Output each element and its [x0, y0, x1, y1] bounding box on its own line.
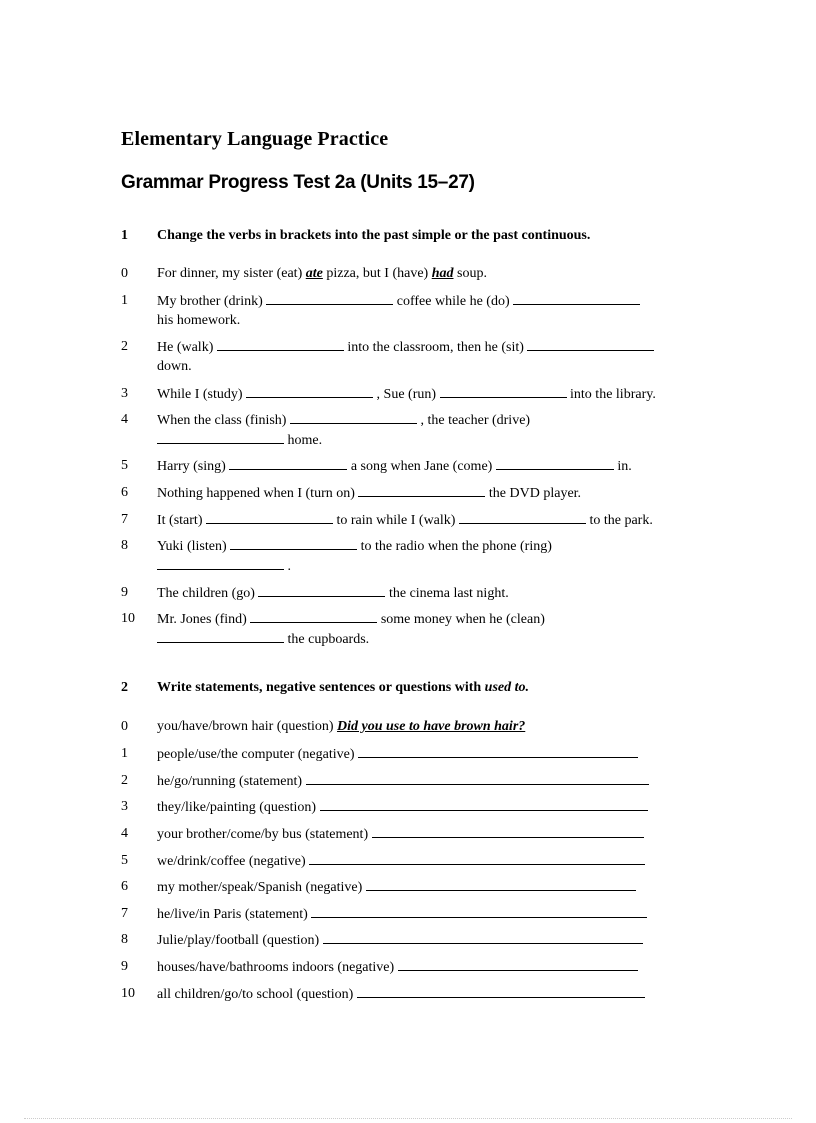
item-text: He (walk): [157, 340, 217, 355]
answer-line[interactable]: [372, 824, 644, 838]
answer-blank[interactable]: [266, 291, 393, 305]
page-bottom-divider: [24, 1118, 792, 1119]
example-answer: Did you use to have brown hair?: [337, 719, 526, 734]
item-number: 0: [121, 719, 128, 734]
item-text: to rain while I (walk): [332, 513, 459, 528]
item-text: Mr. Jones (find): [157, 612, 251, 627]
item-text: my mother/speak/Spanish (negative): [157, 880, 366, 895]
item-number: 6: [121, 485, 128, 500]
answer-blank[interactable]: [246, 384, 373, 398]
answer-blank[interactable]: [229, 456, 347, 470]
item-text: When the class (finish): [157, 413, 290, 428]
item-number: 10: [121, 611, 135, 626]
item-text: the cupboards.: [284, 632, 370, 647]
answer-line[interactable]: [320, 797, 648, 811]
item-text: to the park.: [585, 513, 653, 528]
example-answer: ate: [305, 266, 323, 281]
item-text: While I (study): [157, 387, 247, 402]
item-number: 7: [121, 906, 128, 921]
item-number: 7: [121, 512, 128, 527]
item-text: .: [284, 559, 291, 574]
item-text: For dinner, my sister (eat): [157, 266, 306, 281]
answer-line[interactable]: [323, 930, 643, 944]
answer-line[interactable]: [357, 984, 645, 998]
instruction-text: Write statements, negative sentences or questions with: [157, 680, 485, 695]
answer-blank[interactable]: [206, 510, 333, 524]
item-number: 6: [121, 879, 128, 894]
answer-blank[interactable]: [527, 337, 654, 351]
item-text: they/like/painting (question): [157, 800, 320, 815]
item-number: 5: [121, 458, 128, 473]
item-number: 2: [121, 773, 128, 788]
item-text: Nothing happened when I (turn on): [157, 486, 359, 501]
answer-blank[interactable]: [513, 291, 640, 305]
answer-blank[interactable]: [290, 410, 417, 424]
item-text: the cinema last night.: [385, 586, 509, 601]
item-text: pizza, but I (have): [322, 266, 432, 281]
answer-blank[interactable]: [217, 337, 344, 351]
item-text: his homework.: [157, 313, 241, 328]
item-text: houses/have/bathrooms indoors (negative): [157, 960, 398, 975]
item-number: 5: [121, 853, 128, 868]
item-number: 8: [121, 932, 128, 947]
item-text: you/have/brown hair (question): [157, 719, 338, 734]
answer-blank[interactable]: [440, 384, 567, 398]
item-text: The children (go): [157, 586, 259, 601]
item-text: , the teacher (drive): [416, 413, 531, 428]
item-number: 0: [121, 266, 128, 281]
item-number: 3: [121, 386, 128, 401]
section-instruction: [157, 680, 529, 696]
item-number: 1: [121, 746, 128, 761]
item-text: Julie/play/football (question): [157, 933, 323, 948]
answer-line[interactable]: [306, 771, 649, 785]
answer-line[interactable]: [358, 744, 638, 758]
item-text: coffee while he (do): [393, 294, 514, 309]
answer-line[interactable]: [398, 957, 638, 971]
section-number: 2: [121, 680, 128, 695]
instruction-emphasis: used to.: [484, 680, 530, 695]
answer-blank[interactable]: [157, 629, 284, 643]
item-number: 9: [121, 585, 128, 600]
item-text: It (start): [157, 513, 206, 528]
item-text: to the radio when the phone (ring): [357, 539, 552, 554]
item-text: Yuki (listen): [157, 539, 231, 554]
item-number: 10: [121, 986, 135, 1001]
example-answer: had: [431, 266, 454, 281]
item-text: home.: [284, 433, 323, 448]
item-number: 8: [121, 538, 128, 553]
item-text: he/live/in Paris (statement): [157, 907, 312, 922]
item-text: into the classroom, then he (sit): [343, 340, 528, 355]
item-text: a song when Jane (come): [347, 459, 496, 474]
item-text: My brother (drink): [157, 294, 267, 309]
item-number: 4: [121, 412, 128, 427]
answer-blank[interactable]: [459, 510, 586, 524]
item-number: 9: [121, 959, 128, 974]
answer-line[interactable]: [311, 904, 647, 918]
item-number: 4: [121, 826, 128, 841]
answer-blank[interactable]: [496, 456, 614, 470]
answer-line[interactable]: [366, 877, 636, 891]
answer-blank[interactable]: [157, 430, 284, 444]
page-subtitle: Grammar Progress Test 2a (Units 15–27): [121, 172, 475, 193]
answer-blank[interactable]: [358, 483, 485, 497]
item-text: all children/go/to school (question): [157, 987, 357, 1002]
answer-blank[interactable]: [157, 556, 284, 570]
item-number: 1: [121, 293, 128, 308]
item-text: people/use/the computer (negative): [157, 747, 358, 762]
item-number: 2: [121, 339, 128, 354]
answer-blank[interactable]: [230, 536, 357, 550]
answer-blank[interactable]: [250, 609, 377, 623]
item-text: down.: [157, 359, 192, 374]
item-text: soup.: [453, 266, 487, 281]
item-text: Harry (sing): [157, 459, 230, 474]
item-number: 3: [121, 799, 128, 814]
item-text: your brother/come/by bus (statement): [157, 827, 372, 842]
item-text: we/drink/coffee (negative): [157, 854, 310, 869]
page-title: Elementary Language Practice: [121, 128, 389, 150]
item-text: some money when he (clean): [377, 612, 545, 627]
item-text: he/go/running (statement): [157, 774, 306, 789]
section-number: 1: [121, 228, 128, 243]
answer-blank[interactable]: [258, 583, 385, 597]
item-text: in.: [613, 459, 632, 474]
item-text: the DVD player.: [485, 486, 582, 501]
answer-line[interactable]: [309, 851, 645, 865]
section-instruction: Change the verbs in brackets into the past simple or the past continuous.: [157, 228, 591, 243]
item-text: , Sue (run): [373, 387, 440, 402]
item-text: into the library.: [566, 387, 656, 402]
